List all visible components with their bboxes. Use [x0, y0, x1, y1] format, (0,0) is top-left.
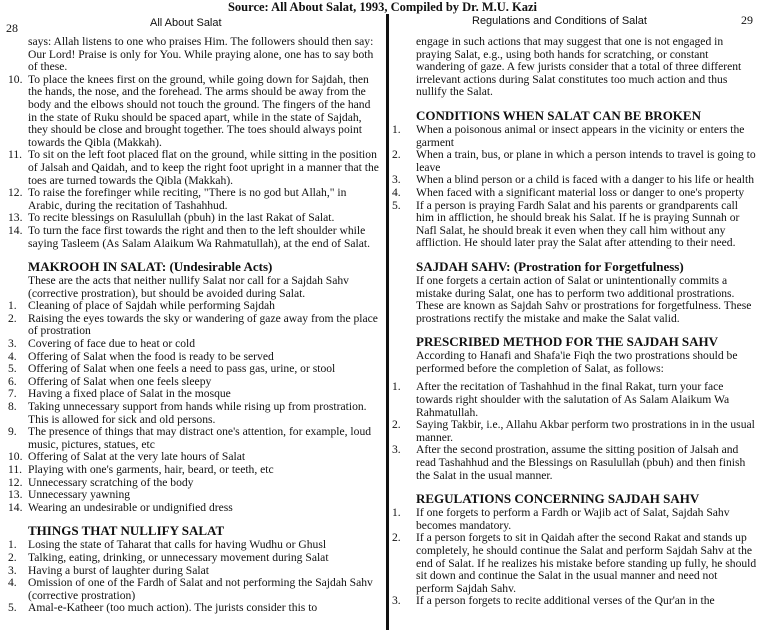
- regulations-list: [392, 507, 757, 608]
- condition-item-text: When a poisonous animal or insect appears in the vicinity or enters the garment: [416, 122, 745, 149]
- sunnah-step-item: [8, 187, 379, 212]
- sajdah-sahv-heading: SAJDAH SAHV: (Prostration for Forgetfulness): [416, 258, 684, 274]
- regulation-item-number: 2.: [392, 531, 401, 545]
- nullify-heading: THINGS THAT NULLIFY SALAT: [28, 523, 225, 539]
- nullify-item-number: 4.: [8, 576, 17, 590]
- regulation-item-number: 1.: [392, 506, 401, 520]
- left-page: [0, 14, 383, 630]
- sunnah-step-item-text: To raise the forefinger while reciting, "There is no god but Allah," in Arabic, during the recitation of Tashahhud.: [28, 186, 347, 212]
- sunnah-steps-list: [8, 74, 379, 250]
- method-item-text: Saying Takbir, i.e., Allahu Akbar perform two prostrations in in the usual manner.: [416, 418, 755, 444]
- method-item: [392, 381, 757, 419]
- nullify-item-text: Omission of one of the Fardh of Salat and not performing the Sajdah Sahv (corrective prostration): [28, 576, 373, 602]
- left-running-title: All About Salat: [150, 17, 222, 29]
- sunnah-step-item: [8, 74, 379, 150]
- condition-item: [392, 124, 757, 149]
- makrooh-item-text: Unnecessary yawning: [28, 488, 131, 502]
- regulation-item-number: 3.: [392, 594, 401, 608]
- method-item-number: 2.: [392, 418, 401, 432]
- makrooh-item-text: Offering of Salat when the food is ready to be served: [28, 349, 274, 363]
- condition-item-number: 1.: [392, 122, 401, 136]
- condition-item-text: When a blind person or a child is faced with a danger to his life or health: [416, 173, 755, 187]
- method-item-text: After the second prostration, assume the sitting position of Jalsah and read Tashahhud and the Blessings on Rasulullah (pbuh) and then finish the Salat in the usual manner.: [416, 443, 746, 482]
- method-item-number: 3.: [392, 443, 401, 457]
- right-page: [392, 14, 765, 630]
- nullify-item-text: Losing the state of Taharat that calls for having Wudhu or Ghusl: [28, 538, 327, 552]
- makrooh-heading: MAKROOH IN SALAT: (Undesirable Acts): [28, 259, 273, 275]
- nullify-item-number: 1.: [8, 538, 17, 552]
- makrooh-item-text: Offering of Salat when one feels sleepy: [28, 374, 212, 388]
- makrooh-item-number: 3.: [8, 337, 17, 351]
- sunnah-step-item-number: 12.: [8, 186, 23, 200]
- left-page-header: [0, 14, 383, 36]
- makrooh-intro: These are the acts that neither nullify Salat nor call for a Sajdah Sahv (corrective prostration), but should be avoided during Salat.: [28, 274, 349, 300]
- nullify-item: [8, 577, 379, 602]
- makrooh-item-number: 13.: [8, 488, 23, 502]
- regulation-item-text: If a person forgets to recite additional verses of the Qur'an in the: [416, 594, 715, 608]
- method-heading: PRESCRIBED METHOD FOR THE SAJDAH SAHV: [416, 334, 719, 350]
- left-page-number: 28: [6, 21, 18, 35]
- right-page-header: [392, 14, 765, 36]
- condition-item-number: 5.: [392, 198, 401, 212]
- condition-item-number: 3.: [392, 173, 401, 187]
- makrooh-item-number: 2.: [8, 311, 17, 325]
- sunnah-step-item-text: To turn the face first towards the right and then to the left shoulder while saying Tasleem (As Salam Alaikum Wa Rahmatullah), at the end of Salat.: [28, 223, 371, 250]
- sunnah-step-item-number: 13.: [8, 211, 23, 225]
- makrooh-item-number: 7.: [8, 387, 17, 401]
- makrooh-item-number: 11.: [8, 463, 23, 476]
- right-page-number: 29: [741, 14, 753, 27]
- condition-item-text: When faced with a significant material loss or danger to one's property: [416, 185, 745, 199]
- makrooh-item-text: The presence of things that may distract one's attention, for example, loud music, pictures, statues, etc: [28, 425, 372, 451]
- makrooh-item-number: 9.: [8, 425, 17, 439]
- sunnah-step-item-text: To sit on the left foot placed flat on the ground, while sitting in the position of Jalsah and Qaidah, and to keep the right foot upright in a manner that the toes are turned towards the Qibla (Makkah).: [28, 148, 379, 187]
- condition-item: [392, 149, 757, 174]
- method-item-text: After the recitation of Tashahhud in the final Rakat, turn your face towards right shoulder with the salutation of As Salam Alaikum Wa Rahmatullah.: [416, 380, 730, 419]
- condition-item-number: 4.: [392, 185, 401, 199]
- makrooh-item-text: Offering of Salat at the very late hours of Salat: [28, 450, 246, 464]
- nullify-item: [8, 602, 379, 615]
- makrooh-item-text: Taking unnecessary support from hands while rising up from prostration. This is allowed for sick and old persons.: [28, 400, 367, 426]
- source-caption: Source: All About Salat, 1993, Compiled by Dr. M.U. Kazi: [227, 0, 538, 14]
- nullify-item-number: 3.: [8, 563, 17, 577]
- conditions-list: [392, 124, 757, 250]
- regulations-heading: REGULATIONS CONCERNING SAJDAH SAHV: [416, 491, 700, 507]
- nullify-list: [8, 539, 379, 615]
- method-list: [392, 381, 757, 482]
- makrooh-item: [8, 502, 379, 515]
- sunnah-step-item-text: To recite blessings on Rasulullah (pbuh) in the last Rakat of Salat.: [28, 211, 335, 225]
- makrooh-item-number: 10.: [8, 450, 23, 464]
- makrooh-item: [8, 401, 379, 426]
- method-item: [392, 444, 757, 482]
- sajdah-sahv-paragraph: If one forgets a certain action of Salat or unintentionally commits a mistake during Salat, one has to perform two additional prostrations. These are known as Sajdah Sahv or prostrations for forgetfulness. These prostrations rectify the mistake and make the Salat valid.: [416, 273, 752, 325]
- nullify-item-number: 2.: [8, 550, 17, 564]
- conditions-heading: CONDITIONS WHEN SALAT CAN BE BROKEN: [416, 107, 701, 123]
- nullify-item-text: Having a burst of laughter during Salat: [28, 563, 209, 577]
- regulation-item-text: If one forgets to perform a Fardh or Wajib act of Salat, Sajdah Sahv becomes mandatory.: [416, 506, 730, 532]
- makrooh-item-text: Cleaning of place of Sajdah while performing Sajdah: [28, 299, 275, 313]
- condition-item-text: When a train, bus, or plane in which a person intends to travel is going to leave: [416, 148, 756, 174]
- sunnah-step-item: [8, 149, 379, 187]
- makrooh-item-text: Raising the eyes towards the sky or wandering of gaze away from the place of prostration: [28, 311, 378, 338]
- makrooh-item-text: Covering of face due to heat or cold: [28, 337, 196, 351]
- condition-item: [392, 200, 757, 250]
- makrooh-item-number: 12.: [8, 475, 23, 489]
- sunnah-step-item-number: 14.: [8, 223, 23, 237]
- method-item: [392, 419, 757, 444]
- method-intro: According to Hanafi and Shafa'ie Fiqh the two prostrations should be performed before the completion of Salat, as follows:: [416, 349, 738, 375]
- condition-item-text: If a person is praying Fardh Salat and his parents or grandparents call him in affliction, he should break his Salat. If he is praying Sunnah or Nafl Salat, he should break it even when they call him without any affliction. He should later pray the Salat after attending to their need.: [416, 198, 740, 250]
- makrooh-item: [8, 426, 379, 451]
- makrooh-item-number: 4.: [8, 349, 17, 363]
- makrooh-item-text: Wearing an undesirable or undignified dress: [28, 500, 233, 514]
- right-intro-paragraph: engage in such actions that may suggest that one is not engaged in praying Salat, e.g., using both hands for scratching, or constant wandering of gaze. A few jurists consider that a total of three different irrelevant actions during Salat constitutes too much action and thus nullify the Salat.: [416, 35, 742, 99]
- makrooh-item-number: 5.: [8, 362, 17, 376]
- right-running-title: Regulations and Conditions of Salat: [472, 15, 647, 27]
- nullify-item-text: Talking, eating, drinking, or unnecessary movement during Salat: [28, 550, 329, 564]
- nullify-item-text: Amal-e-Katheer (too much action). The jurists consider this to: [28, 601, 318, 615]
- makrooh-list: [8, 300, 379, 514]
- sunnah-step-item-text: To place the knees first on the ground, while going down for Sajdah, then the hands, the nose, and the forehead. The arms should be away from the body and the elbows should not touch the ground. The fingers of the hand in the state of Ruku should be spaced apart, while in the state of Sajdah, they should be close and brought together. The toes should always point towards the Qibla (Makkah).: [28, 72, 371, 149]
- makrooh-item: [8, 313, 379, 338]
- sunnah-step-item-number: 10.: [8, 72, 23, 86]
- makrooh-item-text: Unnecessary scratching of the body: [28, 475, 194, 489]
- makrooh-item-text: Playing with one's garments, hair, beard, or teeth, etc: [28, 463, 274, 476]
- sunnah-step-item-number: 11.: [8, 148, 23, 162]
- makrooh-item-number: 14.: [8, 500, 23, 514]
- condition-item-number: 2.: [392, 148, 401, 162]
- makrooh-item-number: 1.: [8, 299, 17, 313]
- nullify-item-number: 5.: [8, 601, 17, 615]
- method-item-number: 1.: [392, 380, 401, 394]
- page-gutter-divider: [386, 14, 389, 630]
- makrooh-item-text: Having a fixed place of Salat in the mosque: [28, 387, 231, 401]
- regulation-item: [392, 595, 757, 608]
- regulation-item-text: If a person forgets to sit in Qaidah after the second Rakat and stands up completely, he should continue the Salat and perform Sajdah Sahv at the end of Salat. If he realizes his mistake before standing up fully, he should sit down and continue the Salat in the usual manner and need not perform Sajdah Sahv.: [416, 531, 757, 595]
- regulation-item: [392, 507, 757, 532]
- sunnah-step-item: [8, 225, 379, 250]
- makrooh-item-number: 6.: [8, 374, 17, 388]
- left-intro-paragraph: says: Allah listens to one who praises Him. The followers should then say: Our Lord! Praise is only for You. While praying alone, one has to say both of these.: [28, 35, 374, 74]
- makrooh-item-number: 8.: [8, 400, 17, 414]
- makrooh-item-text: Offering of Salat when one feels a need to pass gas, urine, or stool: [28, 362, 336, 376]
- regulation-item: [392, 532, 757, 595]
